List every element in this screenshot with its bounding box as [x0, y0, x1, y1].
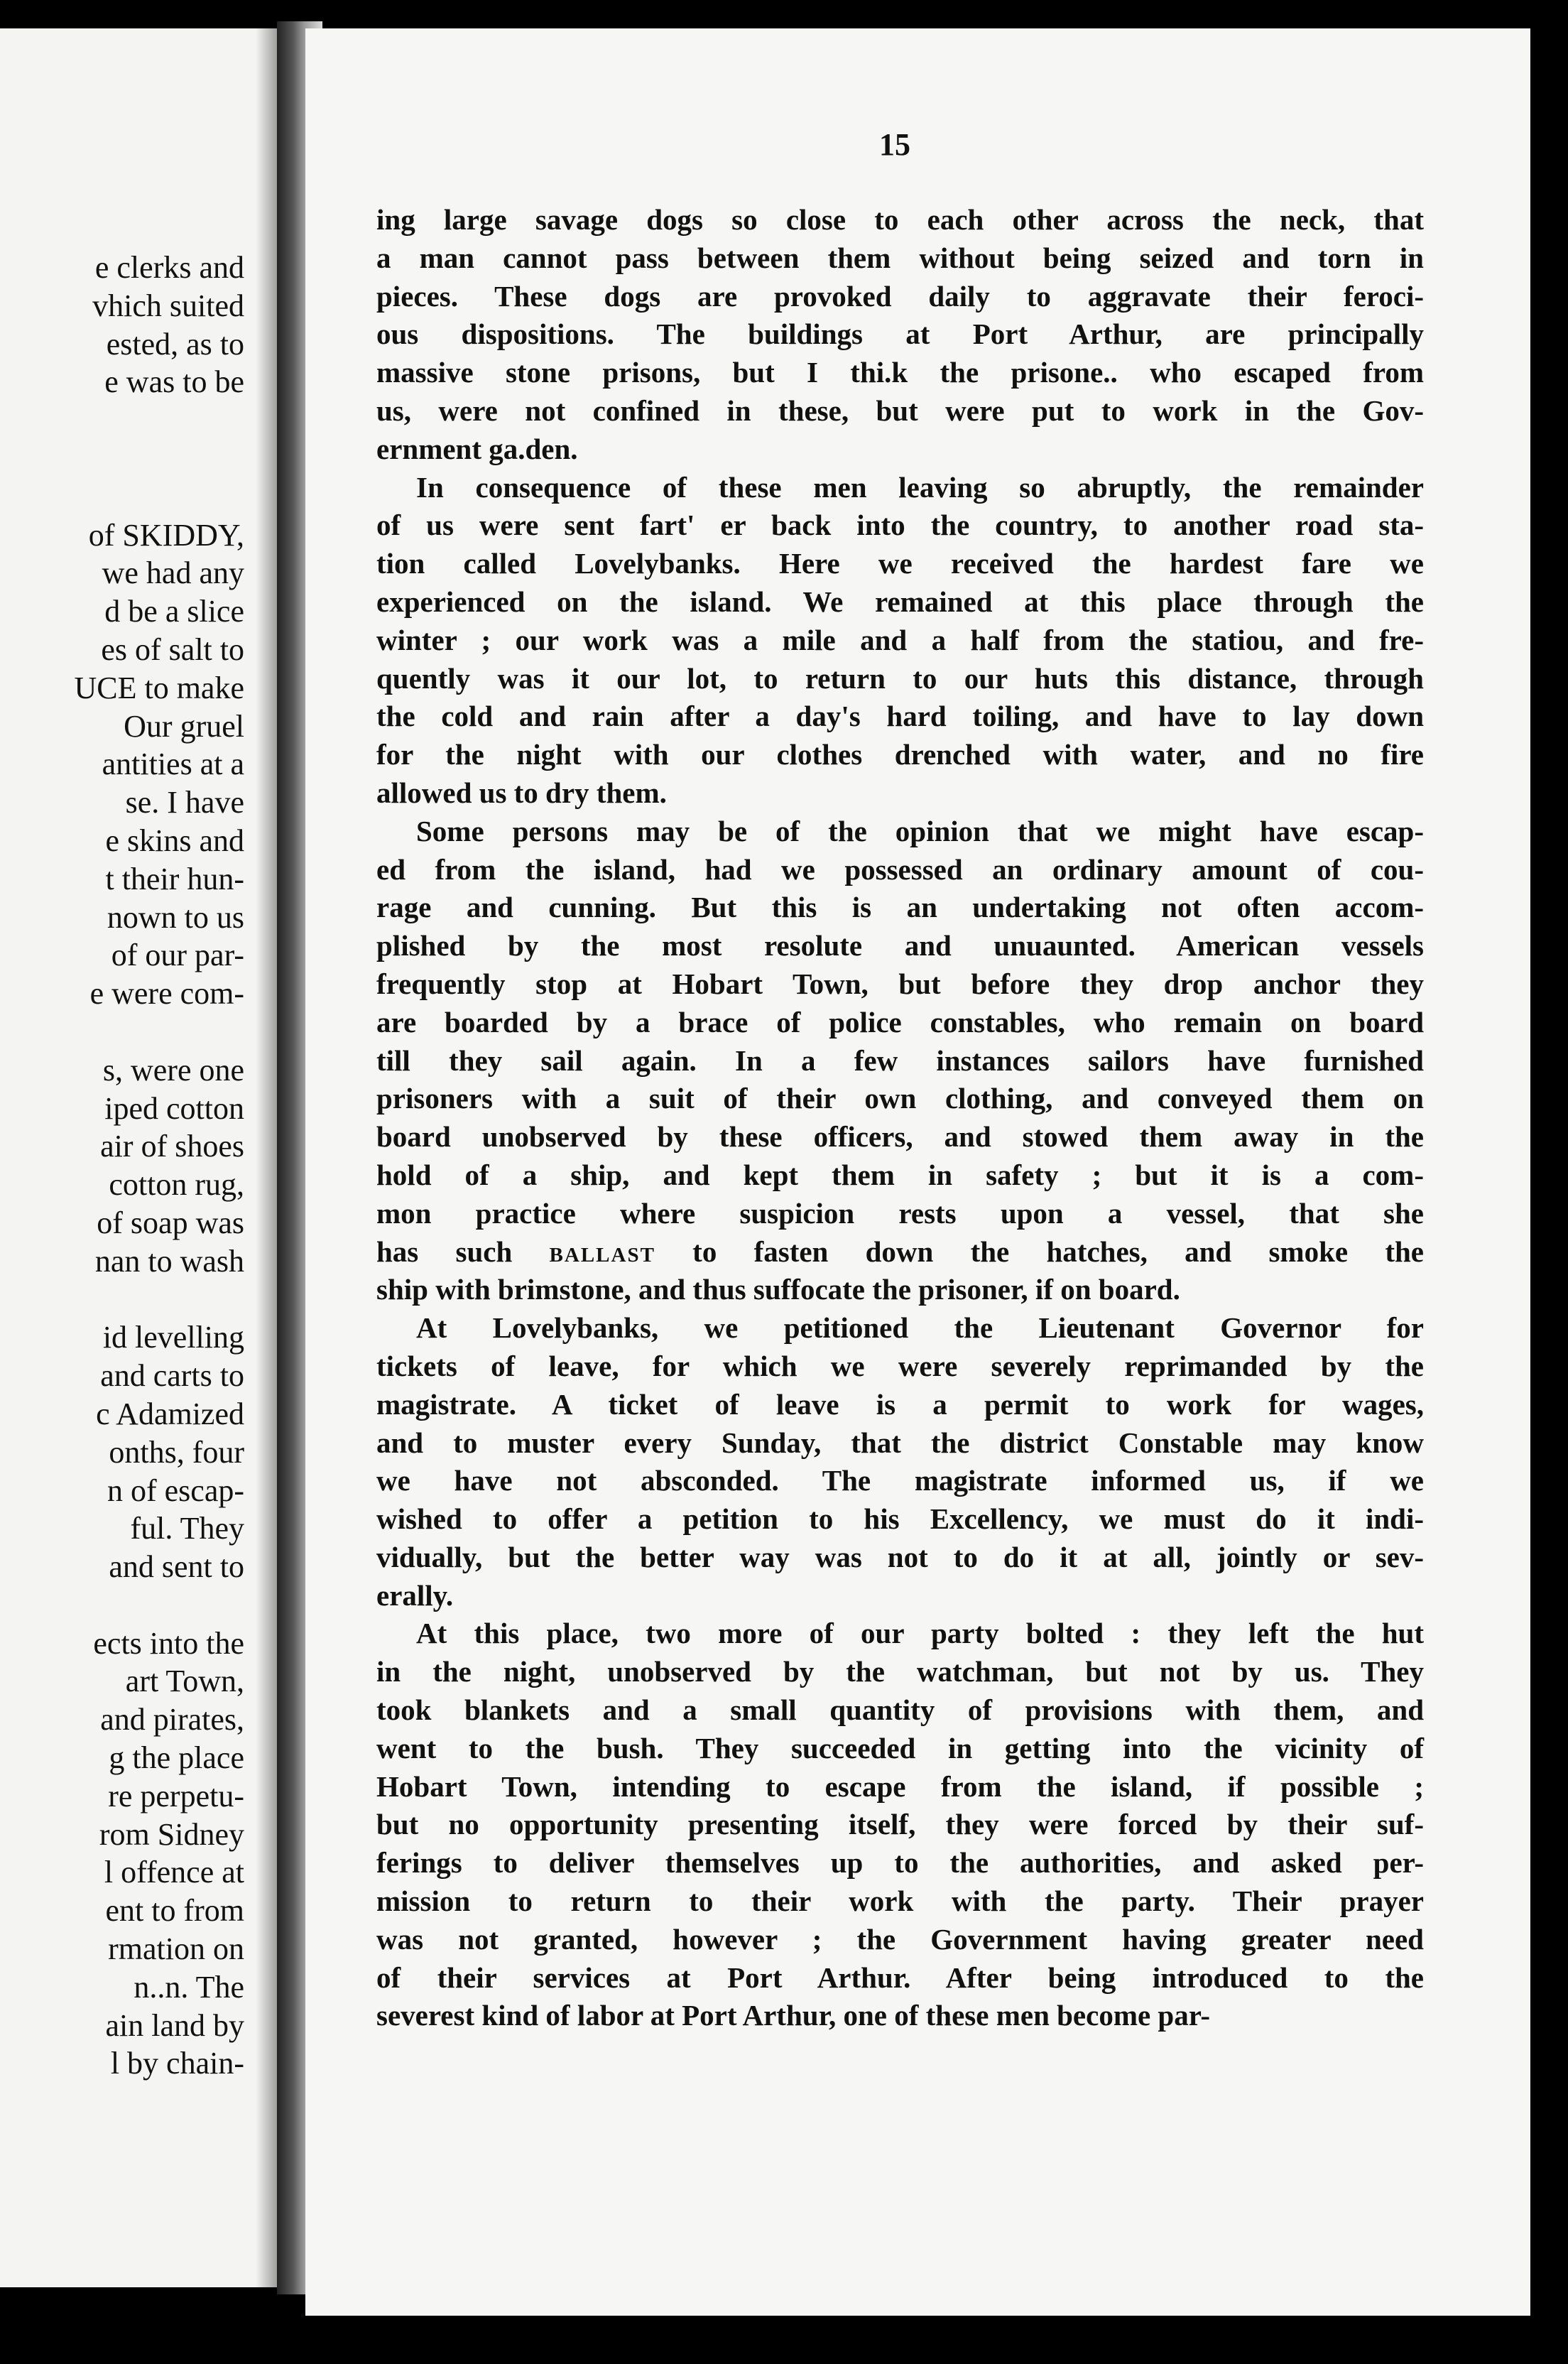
text-line: frequently stop at Hobart Town, but before they drop anchor they: [376, 967, 1424, 1000]
text-line: tion called Lovelybanks. Here we received the hardest fare we: [376, 547, 1424, 580]
text-line: ing large savage dogs so close to each other across the neck, that: [376, 203, 1424, 236]
left-page-line: n of escap-: [107, 1473, 244, 1508]
left-page-line: art Town,: [125, 1664, 244, 1699]
text-line: mission to return to their work with the party. Their prayer: [376, 1885, 1424, 1918]
text-line: ship with brimstone, and thus suffocate the prisoner, if on board.: [376, 1273, 1180, 1306]
text-line: us, were not confined in these, but were put to work in the Gov-: [376, 394, 1424, 427]
text-line: till they sail again. In a few instances sailors have furnished: [376, 1043, 1424, 1077]
text-line: pieces. These dogs are provoked daily to aggravate their feroci-: [376, 279, 1424, 313]
text-line: of their services at Port Arthur. After being introduced to the: [376, 1961, 1424, 1994]
text-line: ous dispositions. The buildings at Port Arthur, are principally: [376, 318, 1424, 351]
left-page-line: [3, 1281, 244, 1319]
left-page-line: vhich suited: [92, 288, 244, 323]
text-line: vidually, but the better way was not to do it at all, jointly or sev-: [376, 1540, 1424, 1573]
left-page-line: re perpetu-: [108, 1778, 244, 1813]
text-line: mon practice where suspicion rests upon a vessel, that she: [376, 1196, 1424, 1230]
left-page-line: cotton rug,: [109, 1167, 244, 1203]
text-line: In consequence of these men leaving so abruptly, the remainder: [416, 470, 1424, 504]
text-line: was not granted, however ; the Government having greater need: [376, 1922, 1424, 1956]
text-line: ed from the island, had we possessed an ordinary amount of cou-: [376, 852, 1424, 886]
left-page-line: [3, 401, 244, 440]
left-page-line: UCE to make: [74, 670, 244, 705]
text-line: has such ballast to fasten down the hatches, and smoke the: [376, 1235, 1424, 1268]
left-page-line: [3, 1013, 244, 1051]
text-line: severest kind of labor at Port Arthur, one of these men become par-: [376, 1999, 1211, 2032]
left-page-line: es of salt to: [101, 631, 244, 667]
left-page-line: nan to wash: [94, 1243, 244, 1279]
body-text: [376, 201, 1424, 2035]
left-page-line: ain land by: [105, 2007, 244, 2043]
left-page-line: e skins and: [105, 823, 244, 858]
left-page-line: nown to us: [107, 899, 244, 935]
left-page-line: n..n. The: [134, 1969, 244, 2005]
left-page-line: e were com-: [89, 976, 244, 1012]
right-page: [305, 28, 1530, 2316]
left-page-line: [3, 440, 244, 478]
text-line: board unobserved by these officers, and stowed them away in the: [376, 1120, 1424, 1154]
text-line: a man cannot pass between them without being seized and torn in: [376, 241, 1424, 274]
left-page-line: d be a slice: [104, 594, 244, 629]
left-page-line: of our par-: [111, 938, 244, 973]
text-line: for the night with our clothes drenched with water, and no fire: [376, 738, 1424, 771]
text-line: prisoners with a suit of their own clothing, and conveyed them on: [376, 1082, 1424, 1115]
text-line: At Lovelybanks, we petitioned the Lieutenant Governor for: [416, 1311, 1424, 1345]
left-page-line: [3, 478, 244, 516]
page-number: 15: [879, 127, 910, 162]
left-page-line: and carts to: [100, 1358, 244, 1394]
text-line: of us were sent fart' er back into the country, to another road sta-: [376, 509, 1424, 542]
left-facing-page: [0, 28, 277, 2287]
text-line: hold of a ship, and kept them in safety ; but it is a com-: [376, 1158, 1424, 1191]
left-page-line: rmation on: [108, 1931, 244, 1967]
left-page-gutter-shadow: [256, 28, 277, 2287]
left-page-line: onths, four: [109, 1434, 244, 1470]
text-line: massive stone prisons, but I thi.k the prisone.. who escaped from: [376, 356, 1424, 389]
text-line: winter ; our work was a mile and a half from the statiou, and fre-: [376, 623, 1424, 656]
left-page-line: and pirates,: [100, 1702, 244, 1737]
text-line: and to muster every Sunday, that the district Constable may know: [376, 1426, 1424, 1459]
left-page-line: l by chain-: [110, 2046, 244, 2081]
left-page-line: [3, 1586, 244, 1625]
text-line: At this place, two more of our party bolted : they left the hut: [416, 1617, 1424, 1650]
left-page-line: iped cotton: [104, 1090, 244, 1126]
text-line: tickets of leave, for which we were severely reprimanded by the: [376, 1349, 1424, 1382]
text-line: allowed us to dry them.: [376, 776, 667, 809]
left-page-line: g the place: [109, 1740, 244, 1776]
left-page-line: of SKIDDY,: [88, 517, 244, 553]
text-line: went to the bush. They succeeded in getting into the vicinity of: [376, 1731, 1424, 1764]
left-page-line: we had any: [102, 555, 244, 591]
left-page-line: and sent to: [109, 1549, 244, 1585]
left-page-line: antities at a: [102, 747, 244, 782]
left-page-line: t their hun-: [105, 861, 244, 896]
left-page-line: e was to be: [104, 364, 244, 400]
left-page-line: Our gruel: [124, 708, 244, 744]
text-line: ferings to deliver themselves up to the authorities, and asked per-: [376, 1846, 1424, 1880]
text-line: magistrate. A ticket of leave is a permit to work for wages,: [376, 1387, 1424, 1421]
text-line: we have not absconded. The magistrate informed us, if we: [376, 1464, 1424, 1497]
text-line: Hobart Town, intending to escape from the island, if possible ;: [376, 1769, 1424, 1803]
left-page-line: s, were one: [102, 1052, 244, 1088]
text-line: erally.: [376, 1578, 454, 1612]
text-line: rage and cunning. But this is an undertaking not often accom-: [376, 891, 1424, 924]
text-line: ernment ga.den.: [376, 432, 578, 465]
text-line: experienced on the island. We remained at this place through the: [376, 585, 1424, 618]
text-line: are boarded by a brace of police constables, who remain on board: [376, 1005, 1424, 1039]
left-page-line: air of shoes: [100, 1129, 244, 1164]
left-page-line: rom Sidney: [99, 1816, 244, 1852]
text-line: in the night, unobserved by the watchman, but not by us. They: [376, 1655, 1424, 1688]
left-page-line: ful. They: [130, 1511, 244, 1546]
left-page-line: ects into the: [93, 1625, 244, 1661]
left-page-line: e clerks and: [94, 250, 244, 285]
text-line: but no opportunity presenting itself, they were forced by their suf-: [376, 1808, 1424, 1841]
text-line: Some persons may be of the opinion that we might have escap-: [416, 814, 1424, 847]
left-page-line: se. I have: [125, 785, 244, 820]
text-line: quently was it our lot, to return to our huts this distance, through: [376, 661, 1424, 695]
text-line: the cold and rain after a day's hard toiling, and have to lay down: [376, 700, 1424, 733]
left-page-line: of soap was: [97, 1205, 244, 1240]
left-page-line: ested, as to: [106, 326, 244, 362]
text-line: plished by the most resolute and unuaunted. American vessels: [376, 929, 1424, 963]
left-page-line: l offence at: [104, 1855, 244, 1890]
left-page-line: ent to from: [105, 1893, 244, 1929]
left-page-line: c Adamized: [96, 1396, 244, 1431]
left-page-line: id levelling: [102, 1320, 244, 1355]
text-line: wished to offer a petition to his Excellency, we must do it indi-: [376, 1502, 1424, 1536]
text-line: took blankets and a small quantity of provisions with them, and: [376, 1693, 1424, 1727]
left-page-text-fragments: [3, 249, 244, 2083]
